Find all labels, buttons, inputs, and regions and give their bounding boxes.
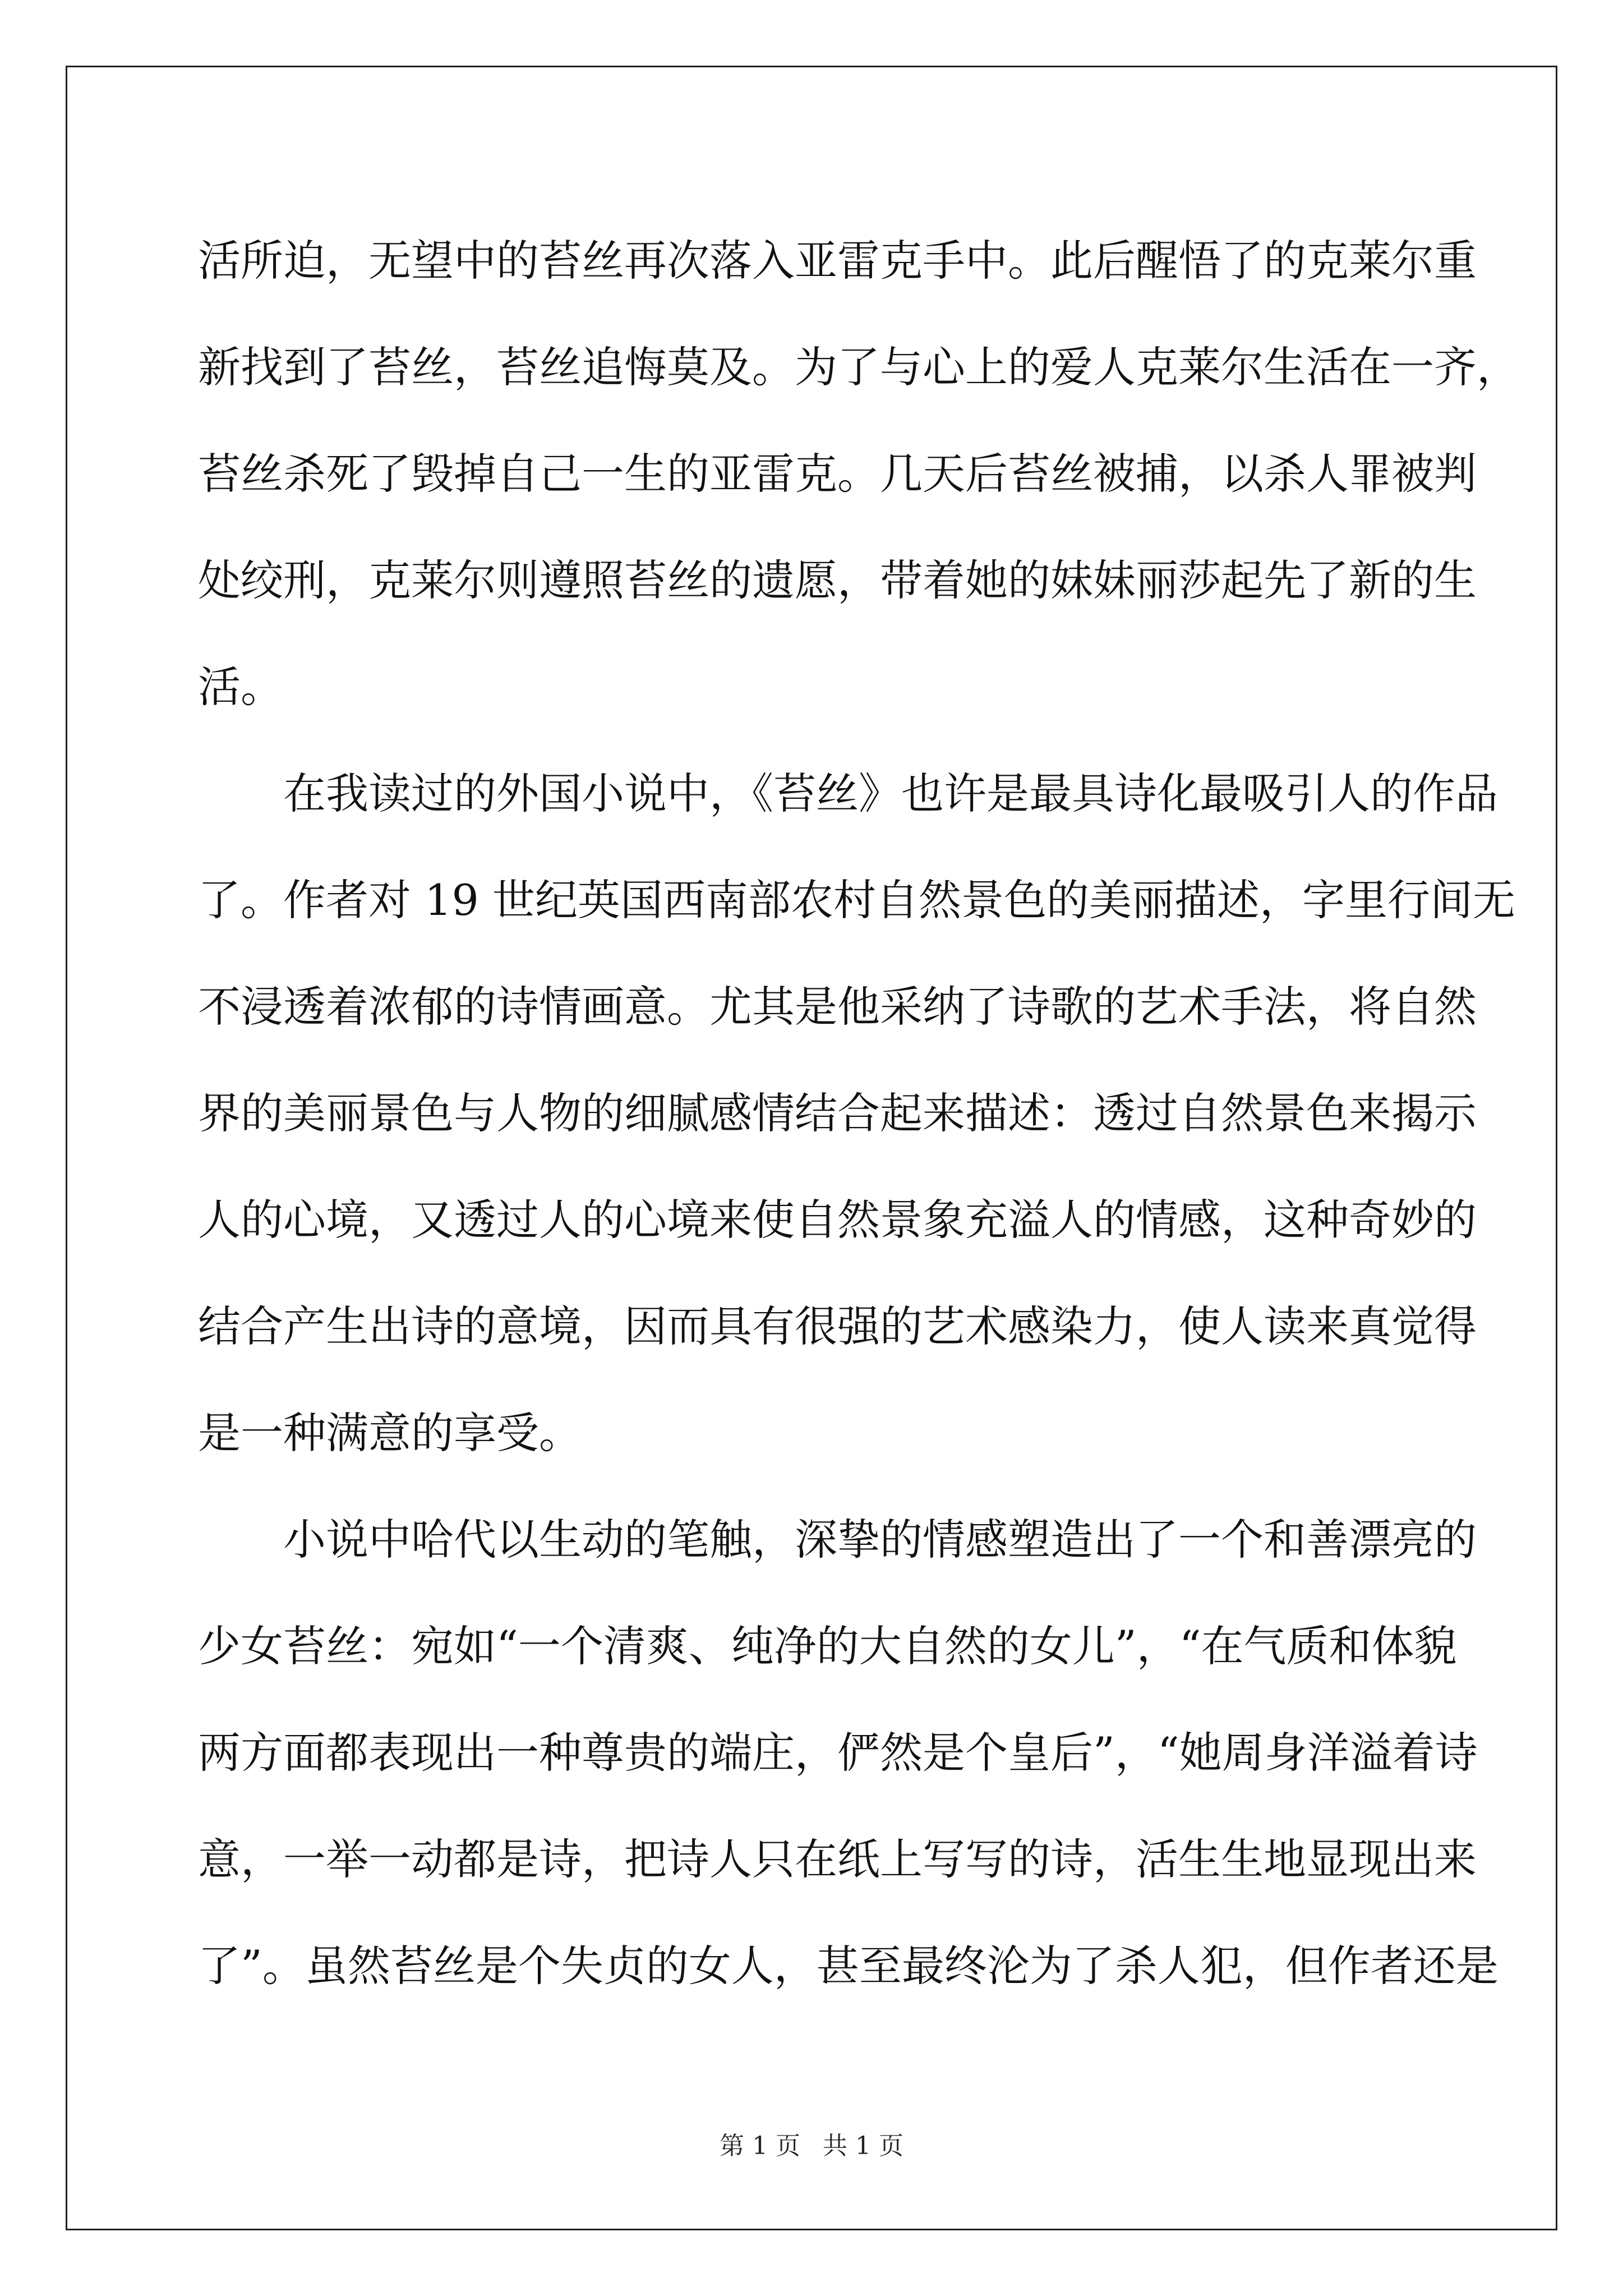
text-line: 两方面都表现出一种尊贵的端庄，俨然是个皇后”，“她周身洋溢着诗 [198, 1728, 1478, 1778]
text-line: 在我读过的外国小说中，《苔丝》也许是最具诗化最吸引人的作品 [283, 769, 1498, 818]
text-line: 结合产生出诗的意境，因而具有很强的艺术感染力，使人读来真觉得 [198, 1301, 1477, 1351]
document-body [198, 208, 1519, 2019]
text-line: 苔丝杀死了毁掉自己一生的亚雷克。几天后苔丝被捕，以杀人罪被判 [198, 449, 1477, 499]
text-line: 处绞刑，克莱尔则遵照苔丝的遗愿，带着她的妹妹丽莎起先了新的生 [198, 555, 1477, 605]
page-number-total: 共 1 页 [823, 2132, 903, 2160]
text-line: 活。 [198, 662, 283, 712]
text-line: 少女苔丝：宛如“一个清爽、纯净的大自然的女儿”，“在气质和体貌 [198, 1621, 1457, 1671]
page-footer [0, 2129, 1623, 2163]
text-line: 人的心境，又透过人的心境来使自然景象充溢人的情感，这种奇妙的 [198, 1195, 1477, 1245]
page-number-current: 第 1 页 [720, 2132, 800, 2160]
text-line: 新找到了苔丝，苔丝追悔莫及。为了与心上的爱人克莱尔生活在一齐， [198, 342, 1519, 392]
text-line: 了”。虽然苔丝是个失贞的女人，甚至最终沦为了杀人犯，但作者还是 [198, 1941, 1498, 1991]
text-line: 界的美丽景色与人物的细腻感情结合起来描述：透过自然景色来揭示 [198, 1088, 1477, 1138]
text-line: 小说中哈代以生动的笔触，深挚的情感塑造出了一个和善漂亮的 [283, 1515, 1477, 1565]
text-line: 意，一举一动都是诗，把诗人只在纸上写写的诗，活生生地显现出来 [198, 1834, 1477, 1884]
text-line: 不浸透着浓郁的诗情画意。尤其是他采纳了诗歌的艺术手法，将自然 [198, 982, 1477, 1032]
text-line: 是一种满意的享受。 [198, 1408, 582, 1458]
text-line: 了。作者对 19 世纪英国西南部农村自然景色的美丽描述，字里行间无 [198, 875, 1516, 925]
text-line: 活所迫，无望中的苔丝再次落入亚雷克手中。此后醒悟了的克莱尔重 [198, 236, 1477, 286]
